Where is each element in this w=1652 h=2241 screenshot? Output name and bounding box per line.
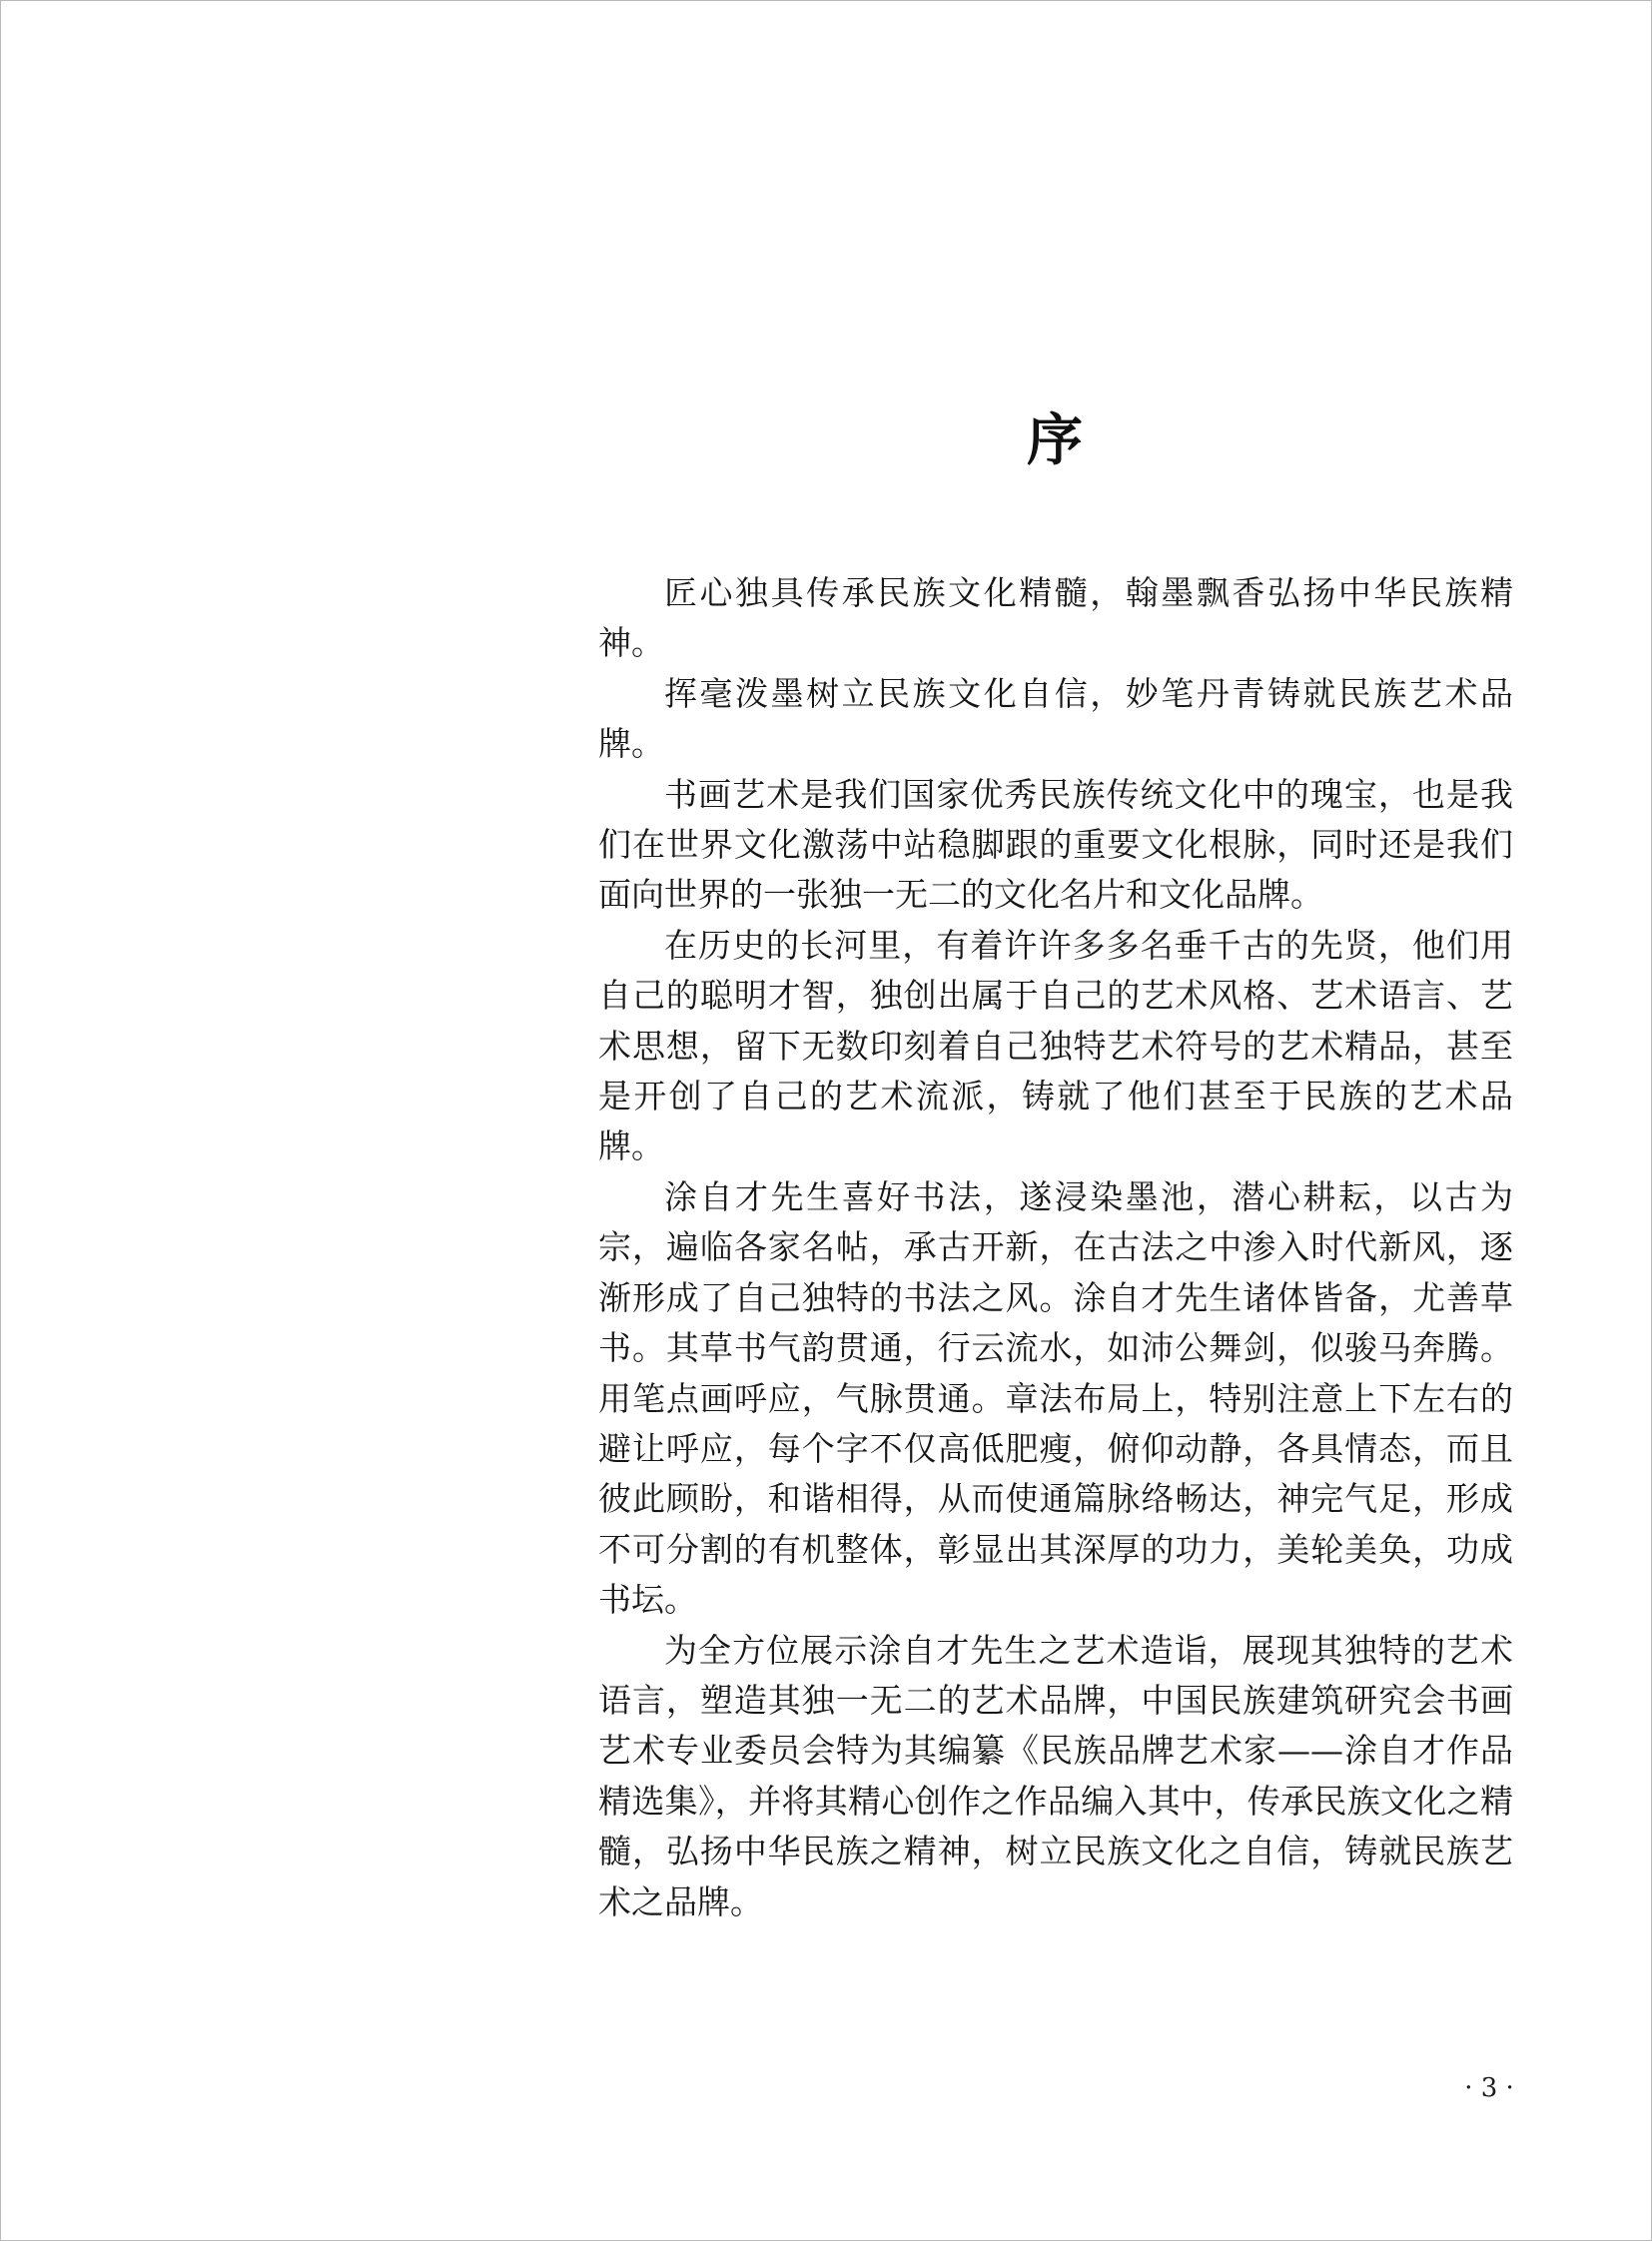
page-title: 序 — [1027, 407, 1083, 473]
paragraph-2: 挥毫泼墨树立民族文化自信，妙笔丹青铸就民族艺术品牌。 — [598, 673, 1513, 764]
preface-body — [598, 568, 1513, 1927]
paragraph-4: 在历史的长河里，有着许许多多名垂千古的先贤，他们用自己的聪明才智，独创出属于自己的艺术风格、艺术语言、艺术思想，留下无数印刻着自己独特艺术符号的艺术精品，甚至是开创了自己的艺术流派，铸就了他们甚至于民族的艺术品牌。 — [598, 925, 1513, 1166]
paragraph-3: 书画艺术是我们国家优秀民族传统文化中的瑰宝，也是我们在世界文化激荡中站稳脚跟的重要文化根脉，同时还是我们面向世界的一张独一无二的文化名片和文化品牌。 — [598, 774, 1513, 915]
paragraph-6: 为全方位展示涂自才先生之艺术造诣，展现其独特的艺术语言，塑造其独一无二的艺术品牌，中国民族建筑研究会书画艺术专业委员会特为其编纂《民族品牌艺术家——涂自才作品精选集》，并将其精心创作之作品编入其中，传承民族文化之精髓，弘扬中华民族之精神，树立民族文化之自信，铸就民族艺术之品牌。 — [598, 1630, 1513, 1921]
paragraph-1: 匠心独具传承民族文化精髓，翰墨飘香弘扬中华民族精神。 — [598, 573, 1513, 663]
page-number: · 3 · — [1464, 2073, 1514, 2103]
paragraph-5: 涂自才先生喜好书法，遂浸染墨池，潜心耕耘，以古为宗，遍临各家名帖，承古开新，在古法之中渗入时代新风，逐渐形成了自己独特的书法之风。涂自才先生诸体皆备，尤善草书。其草书气韵贯通，行云流水，如沛公舞剑，似骏马奔腾。用笔点画呼应，气脉贯通。章法布局上，特别注意上下左右的避让呼应，每个字不仅高低肥瘦，俯仰动静，各具情态，而且彼此顾盼，和谐相得，从而使通篇脉络畅达，神完气足，形成不可分割的有机整体，彰显出其深厚的功力，美轮美奂，功成书坛。 — [598, 1176, 1513, 1620]
